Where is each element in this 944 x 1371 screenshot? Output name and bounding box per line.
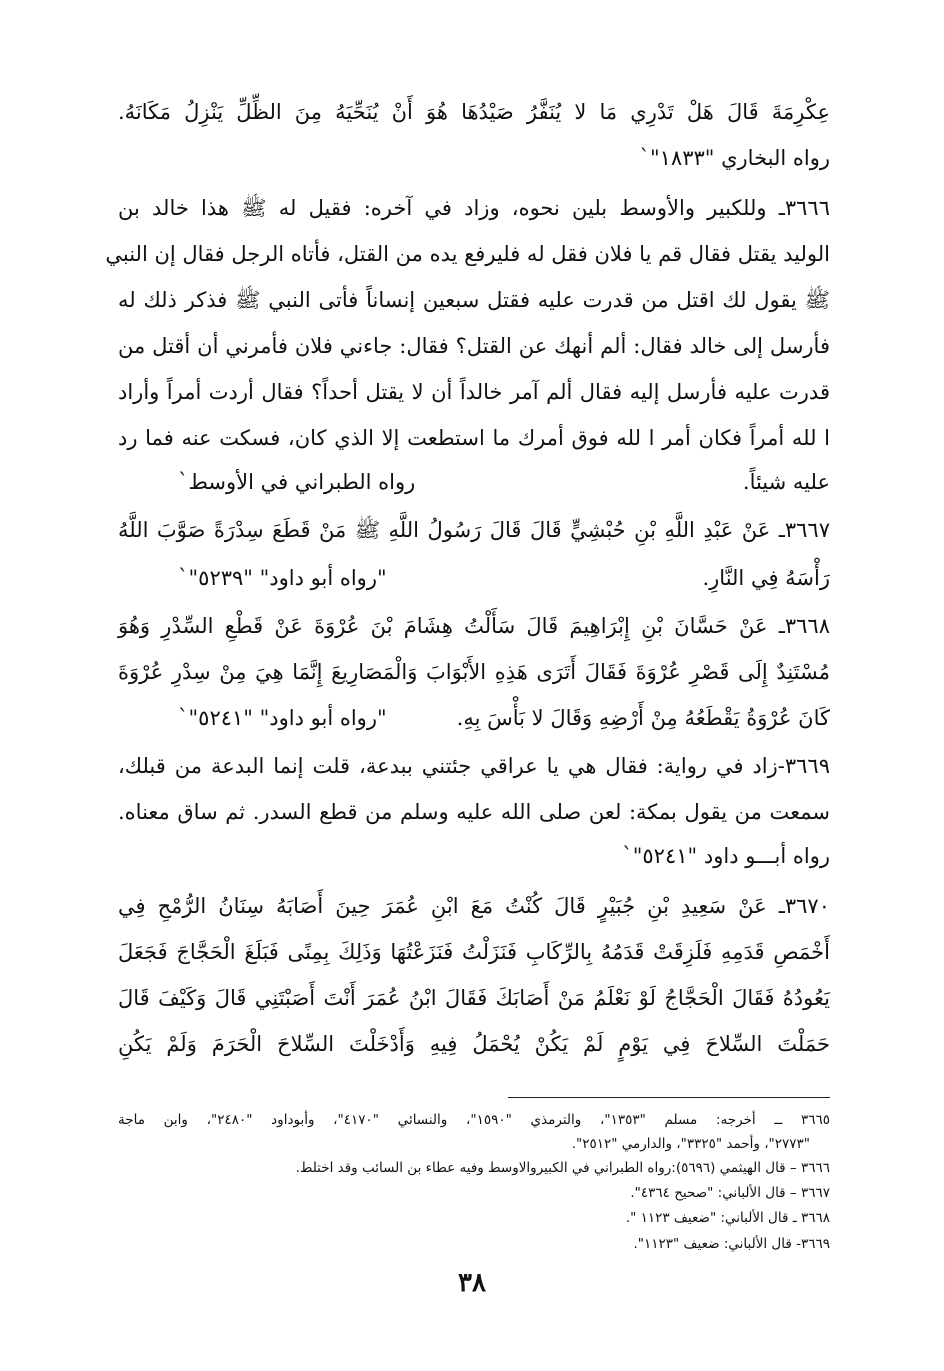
source-citation: رواه أبـــو داود "٥٢٤١"`	[622, 844, 830, 868]
text-line-with-source	[118, 566, 830, 591]
text-line-with-source	[118, 470, 830, 495]
hadith-3667-line: ٣٦٦٧ـ عَنْ عَبْدِ اللَّهِ بْنِ حُبْشِيٍّ قَالَ قَالَ رَسُولُ اللَّهِ ﷺ مَنْ قَطَعَ سِدْرَةً صَوَّبَ اللَّهُ	[118, 518, 830, 542]
text-line: فأرسل إلى خالد فقال: ألم أنهك عن القتل؟ فقال: جاءني فلان فأمرني أن أقتل من	[118, 334, 830, 358]
text-fragment: كَانَ عُرْوَةُ يَقْطَعُهُ مِنْ أَرْضِهِ وَقَالَ لا بَأْسَ بِهِ.	[456, 706, 830, 730]
page-number: ٣٨	[458, 1268, 486, 1298]
footnote: "٢٧٧٣"، وأحمد "٣٣٢٥"، والدارمي "٢٥١٢".	[571, 1136, 810, 1152]
text-line: ﷺ يقول لك اقتل من قدرت عليه فقتل سبعين إنساناً فأتى النبي ﷺ فذكر ذلك له	[118, 288, 830, 312]
text-fragment: عليه شيئاً.	[742, 470, 830, 494]
source-citation: "رواه أبو داود" "٥٢٣٩"`	[178, 566, 387, 590]
source-citation: رواه الطبراني في الأوسط`	[178, 470, 416, 494]
footnote: ٣٦٦٨ ـ قال الألباني: "ضعيف ١١٢٣ ".	[625, 1210, 830, 1226]
source-citation-text: رواه البخاري "١٨٣٣"`	[639, 146, 830, 170]
footnote: ٣٦٦٥ ــ أخرجه: مسلم "١٣٥٣"، والترمذي "١٥٩٠"، والنسائي "٤١٧٠"، وأبوداود "٢٤٨٠"، وابن ماجة	[118, 1112, 831, 1128]
text-fragment: رَأْسَهُ فِي النَّارِ.	[702, 566, 830, 590]
footnote-divider	[508, 1097, 830, 1098]
source-citation: "رواه أبو داود" "٥٢٤١"`	[178, 706, 387, 730]
footnote: ٣٦٦٦ – قال الهيثمي (٥٦٩٦):رواه الطبراني في الكبيروالاوسط وفيه عطاء بن السائب وقد اختلط.	[295, 1160, 830, 1176]
text-line: أَخْمَصِ قَدَمِهِ فَلَزِقَتْ قَدَمُهُ بِالرِّكَابِ فَنَزَلْتُ فَنَزَعْتُهَا وَذَلِكَ بِمِنًى فَبَلَغَ الْحَجَّاجَ فَجَعَلَ	[118, 940, 830, 964]
text-line: قدرت عليه فأرسل إليه فقال ألم آمر خالداً أن لا يقتل أحداً؟ فقال أردت أمراً وأراد	[118, 380, 830, 404]
text-line: يَعُودُهُ فَقَالَ الْحَجَّاجُ لَوْ نَعْلَمُ مَنْ أَصَابَكَ فَقَالَ ابْنُ عُمَرَ أَنْتَ أَصَبْتَنِي قَالَ وَكَيْفَ قَالَ	[118, 986, 830, 1010]
text-line: ا لله أمراً فكان أمر ا لله فوق أمرك ما استطعت إلا الذي كان، فسكت عنه فما رد	[118, 426, 830, 450]
text-line: عِكْرِمَةَ قَالَ هَلْ تَدْرِي مَا لا يُنَفَّرُ صَيْدُهَا هُوَ أَنْ يُنَحِّيَهُ مِنَ الظِّلِّ يَنْزِلُ مَكَانَهُ.	[118, 100, 830, 124]
text-line: مُسْتَنِدٌ إِلَى قَصْرِ عُرْوَةَ فَقَالَ أَتَرَى هَذِهِ الأَبْوَابَ وَالْمَصَارِيعَ إِنَّمَا هِيَ مِنْ سِدْرِ عُرْوَةَ	[118, 660, 830, 684]
source-citation-row	[118, 844, 830, 869]
footnote: ٣٦٦٩- قال الألباني: ضعيف "١١٢٣".	[633, 1236, 830, 1252]
footnote: ٣٦٦٧ – قال الألباني: "صحيح ٤٣٦٤".	[630, 1185, 830, 1201]
text-line-with-source	[118, 706, 830, 731]
hadith-3668-line: ٣٦٦٨ـ عَنْ حَسَّانَ بْنِ إِبْرَاهِيمَ قَالَ سَأَلْتُ هِشَامَ بْنَ عُرْوَةَ عَنْ قَطْعِ السِّدْرِ وَهُوَ	[118, 614, 830, 638]
source-citation	[118, 146, 830, 171]
text-line: سمعت من يقول بمكة: لعن صلى الله عليه وسلم من قطع السدر. ثم ساق معناه.	[118, 800, 830, 824]
hadith-3666-line: ٣٦٦٦ـ وللكبير والأوسط بلين نحوه، وزاد في آخره: فقيل له ﷺ هذا خالد بن	[118, 196, 830, 220]
hadith-3669-line: ٣٦٦٩-زاد في رواية: فقال هي يا عراقي جئتني ببدعة، قلت إنما البدعة من قبلك،	[118, 754, 830, 778]
text-line: الوليد يقتل فقال قم يا فلان فقل له فليرفع يده من القتل، فأتاه الرجل فقال إن النبي	[105, 242, 830, 266]
text-line: حَمَلْتَ السِّلاحَ فِي يَوْمٍ لَمْ يَكُنْ يُحْمَلُ فِيهِ وَأَدْخَلْتَ السِّلاحَ الْحَرَمَ وَلَمْ يَكُنِ	[118, 1032, 830, 1056]
hadith-3670-line: ٣٦٧٠ـ عَنْ سَعِيدِ بْنِ جُبَيْرٍ قَالَ كُنْتُ مَعَ ابْنِ عُمَرَ حِينَ أَصَابَهُ سِنَانُ الرُّمْحِ فِي	[118, 894, 830, 918]
